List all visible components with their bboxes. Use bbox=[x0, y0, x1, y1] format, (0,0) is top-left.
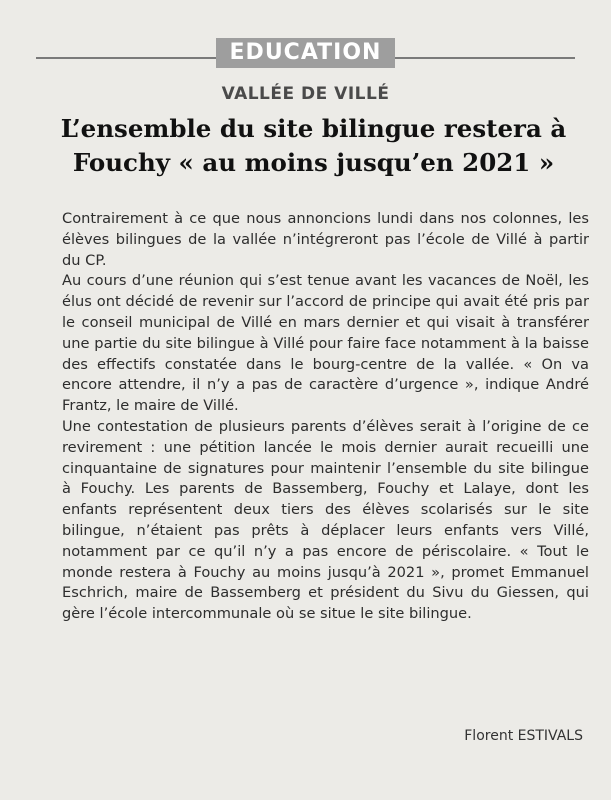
paragraph: Une contestation de plusieurs parents d’élèves serait à l’origine de ce revirement : une pétition lancée le mois dernier aurait recueilli une cinquantaine de signatures pour maintenir l’ensemble du site bilingue à Fouchy. Les parents de Bassemberg, Fouchy et Lalaye, dont les enfants représentent deux tiers des élèves scolarisés sur le site bilingue, n’étaient pas prêts à déplacer leurs enfants vers Villé, notamment par ce qu’il n’y a pas encore de périscolaire. « Tout le monde restera à Fouchy au moins jusqu’à 2021 », promet Emmanuel Eschrich, maire de Bassemberg et président du Sivu du Giessen, qui gère l’école intercommunale où se situe le site bilingue. bbox=[62, 417, 589, 623]
paragraph: Contrairement à ce que nous annoncions lundi dans nos colonnes, les élèves bilingues de la vallée n’intégreront pas l’école de Villé à partir du CP. bbox=[62, 210, 589, 269]
author-byline: Florent ESTIVALS bbox=[464, 728, 583, 744]
article-body bbox=[62, 209, 589, 625]
rubric-container bbox=[0, 38, 611, 68]
section-rubric: EDUCATION bbox=[216, 38, 396, 68]
location-kicker: VALLÉE DE VILLÉ bbox=[221, 84, 390, 104]
headline: L’ensemble du site bilingue restera à Fouchy « au moins jusqu’en 2021 » bbox=[60, 114, 567, 177]
paragraph: Au cours d’une réunion qui s’est tenue avant les vacances de Noël, les élus ont décidé de revenir sur l’accord de principe qui avait été pris par le conseil municipal de Villé en mars dernier et qui visait à transférer une partie du site bilingue à Villé pour faire face notamment à la baisse des effectifs constatée dans le bourg-centre de la vallée. « On va encore attendre, il n’y a pas de caractère d’urgence », indique André Frantz, le maire de Villé. bbox=[62, 272, 589, 415]
